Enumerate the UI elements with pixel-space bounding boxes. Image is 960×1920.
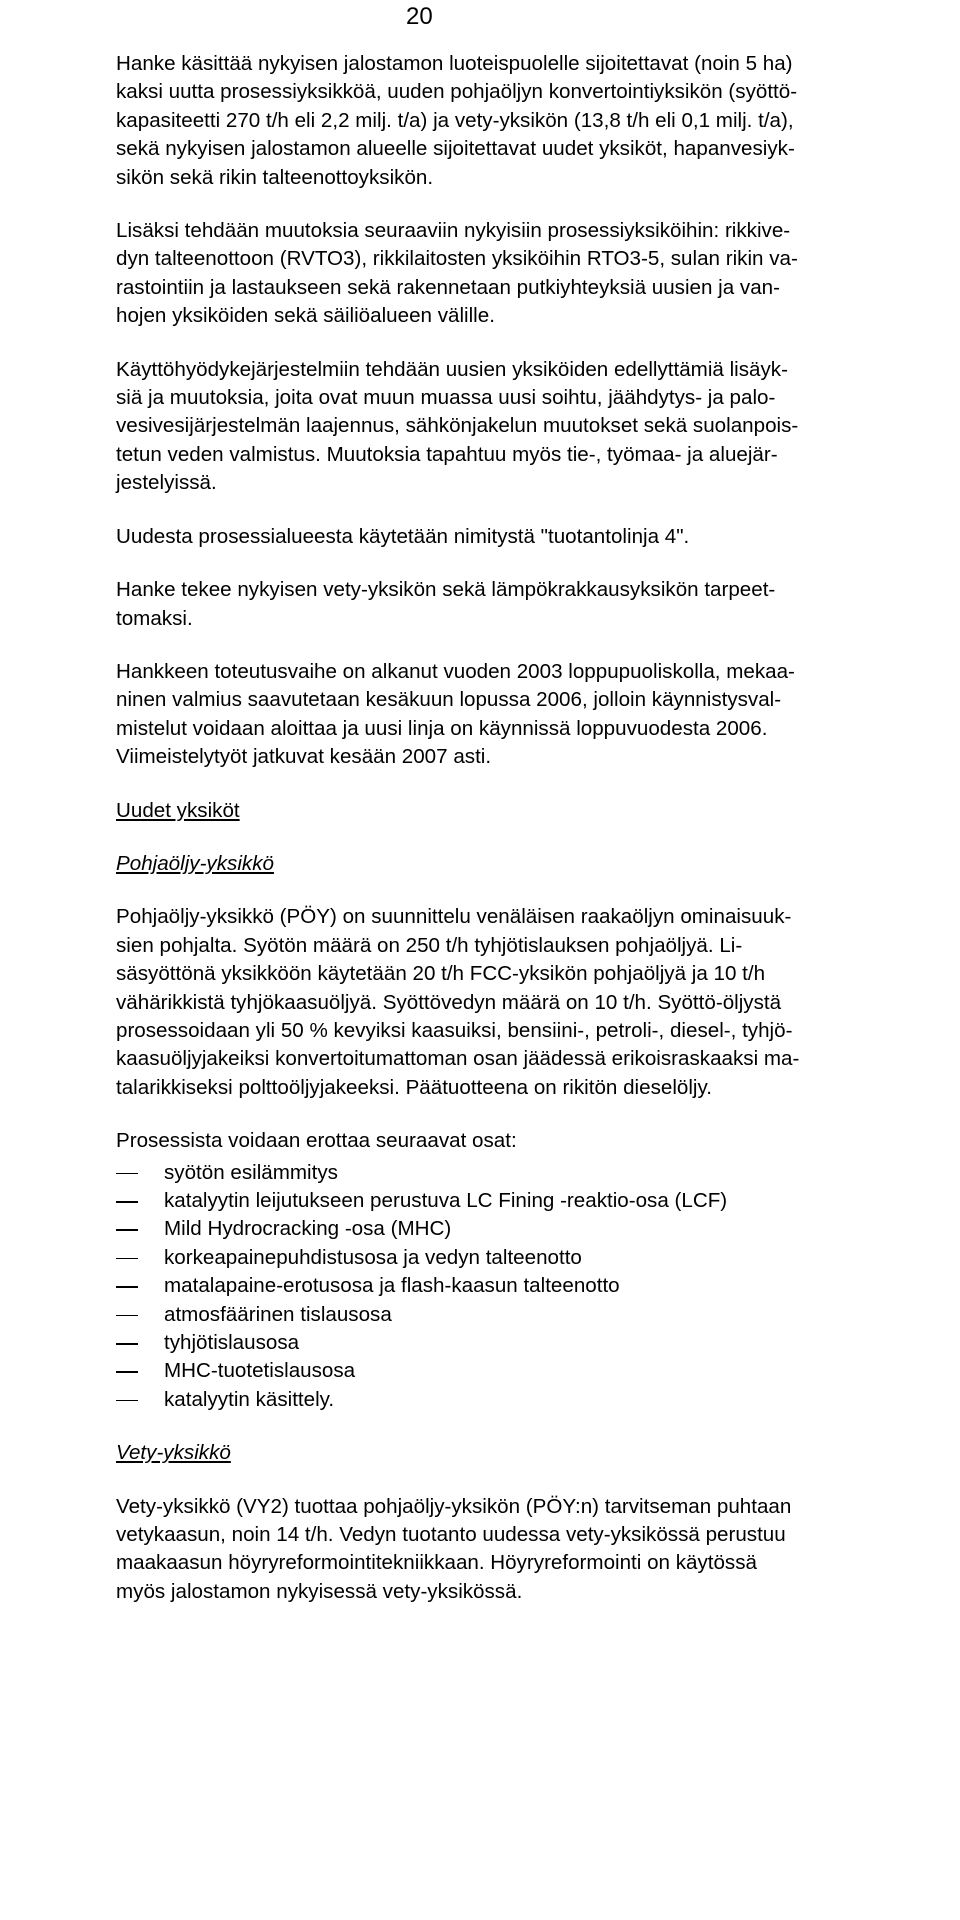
- list-item: korkeapainepuhdistusosa ja vedyn talteenotto: [116, 1244, 954, 1272]
- paragraph-modifications: Lisäksi tehdään muutoksia seuraaviin nykyisiin prosessiyksiköihin: rikkive- dyn talteenottoon (RVTO3), rikkilaitosten yksiköihin RTO3-5, sulan rikin va- rastointiin ja lastaukseen sekä rakennetaan putkiyhteyksiä uusien ja van- hojen yksiköiden sekä säiliöalueen välille.: [116, 219, 798, 328]
- paragraph-bottom-oil-unit: Pohjaöljy-yksikkö (PÖY) on suunnittelu venäläisen raakaöljyn ominaisuuk- sien pohjalta. Syötön määrä on 250 t/h tyhjötislauksen pohjaöljyä. Li- säsyöttönä yksikköön käytetään 20 t/h FCC-yksikön pohjaöljyä ja 10 t/h vähärikkistä tyhjökaasuöljyä. Syöttövedyn määrä on 10 t/h. Syöttö-öljystä prosessoidaan yli 50 % kevyiksi kaasuiksi, bensiini-, petroli-, diesel-, tyhjö- kaasuöljyjakeiksi konvertoitumattoman osan jäädessä erikoisraskaaksi ma- talarikkiseksi polttoöljyjakeeksi. Päätuotteena on rikitön dieselöljy.: [116, 905, 800, 1099]
- list-item: syötön esilämmitys: [116, 1159, 954, 1187]
- paragraph-utilities: Käyttöhyödykejärjestelmiin tehdään uusien yksiköiden edellyttämiä lisäyk- siä ja muutoksia, joita ovat muun muassa uusi soihtu, jäähdytys- ja palo- vesivesijärjestelmän laajennus, sähkönjakelun muutokset sekä suolanpois- tetun veden valmistus. Muutoksia tapahtuu myös tie-, työmaa- ja aluejär- jestelyissä.: [116, 357, 799, 495]
- dash-bullet-icon: [116, 1229, 138, 1231]
- list-item: katalyytin leijutukseen perustuva LC Fining -reaktio-osa (LCF): [116, 1187, 954, 1215]
- heading-new-units: Uudet yksiköt: [116, 798, 240, 822]
- heading-hydrogen-unit: Vety-yksikkö: [116, 1441, 231, 1465]
- list-item: tyhjötislausosa: [116, 1329, 954, 1357]
- dash-bullet-icon: [116, 1400, 138, 1402]
- list-item: katalyytin käsittely.: [116, 1386, 954, 1414]
- dash-bullet-icon: [116, 1201, 138, 1203]
- dash-bullet-icon: [116, 1371, 138, 1373]
- paragraph-project-scope: Hanke käsittää nykyisen jalostamon luoteispuolelle sijoitettavat (noin 5 ha) kaksi uutta prosessiyksikköä, uuden pohjaöljyn konvertointiyksikön (syöttö- kapasiteetti 270 t/h eli 2,2 milj. t/a) ja vety-yksikön (13,8 t/h eli 0,1 milj. t/a), sekä nykyisen jalostamon alueelle sijoitettavat uudet yksiköt, hapanvesiyk- sikön sekä rikin talteenottoyksikön.: [116, 52, 798, 189]
- process-parts-list: [116, 1159, 954, 1415]
- list-item: atmosfäärinen tislausosa: [116, 1301, 954, 1329]
- paragraph-production-line-name: Uudesta prosessialueesta käytetään nimitystä "tuotantolinja 4".: [116, 524, 690, 548]
- paragraph-process-parts-intro: Prosessista voidaan erottaa seuraavat osat:: [116, 1129, 517, 1153]
- heading-bottom-oil-unit: Pohjaöljy-yksikkö: [116, 851, 274, 875]
- dash-bullet-icon: [116, 1173, 138, 1175]
- list-item: MHC-tuotetislausosa: [116, 1357, 954, 1385]
- dash-bullet-icon: [116, 1343, 138, 1345]
- dash-bullet-icon: [116, 1286, 138, 1288]
- document-body: [116, 50, 954, 1631]
- list-item: matalapaine-erotusosa ja flash-kaasun talteenotto: [116, 1272, 954, 1300]
- paragraph-hydrogen-unit: Vety-yksikkö (VY2) tuottaa pohjaöljy-yksikön (PÖY:n) tarvitseman puhtaan vetykaasun, noin 14 t/h. Vedyn tuotanto uudessa vety-yksikössä perustuu maakaasun höyryreformointitekniikkaan. Höyryreformointi on käytössä myös jalostamon nykyisessä vety-yksikössä.: [116, 1494, 792, 1603]
- list-item: Mild Hydrocracking -osa (MHC): [116, 1215, 954, 1243]
- dash-bullet-icon: [116, 1258, 138, 1260]
- paragraph-obsolete-units: Hanke tekee nykyisen vety-yksikön sekä lämpökrakkausyksikön tarpeet- tomaksi.: [116, 578, 776, 630]
- page-number: 20: [406, 3, 433, 30]
- dash-bullet-icon: [116, 1315, 138, 1317]
- paragraph-schedule: Hankkeen toteutusvaihe on alkanut vuoden 2003 loppupuoliskolla, mekaa- ninen valmius saavutetaan kesäkuun lopussa 2006, jolloin käynnistysval- mistelut voidaan aloittaa ja uusi linja on käynnissä loppuvuodesta 2006. Viimeistelytyöt jatkuvat kesään 2007 asti.: [116, 659, 795, 769]
